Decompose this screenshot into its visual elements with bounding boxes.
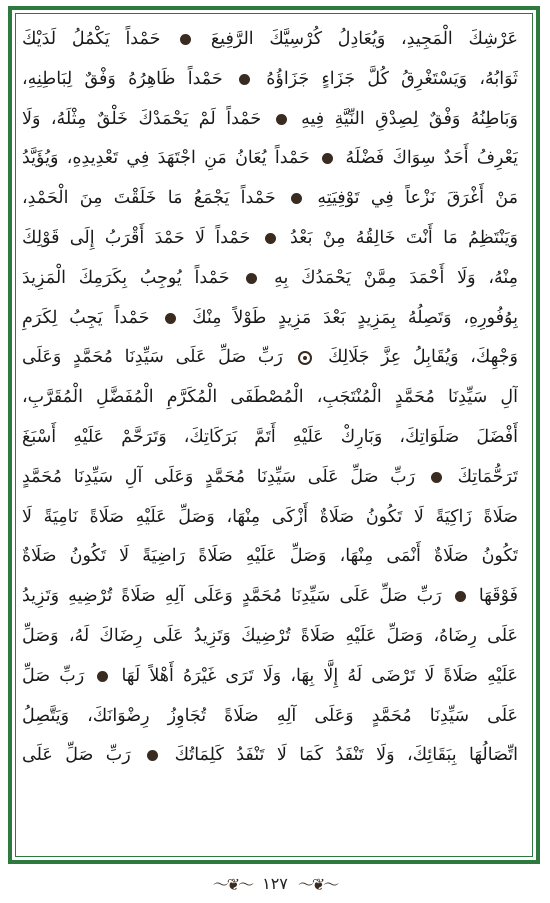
text-segment: عَلَى رِضَاهُ، وَصَلِّ عَلَيْهِ صَلَاةً تُرْضِيكَ وَتَزِيدُ عَلَى رِضَاكَ لَهُ، وَصَلِّ <box>22 625 518 646</box>
text-segment: اتِّصَالُهَا بِبَقَائِكَ، وَلَا تَنْفَدُ كَمَا لَا تَنْفَدُ كَلِمَاتُكَ <box>174 745 518 766</box>
text-segment: عَلَى سَيِّدِنَا مُحَمَّدٍ وَعَلَى آلِهِ صَلَاةً تُجَاوِزُ رِضْوَانَكَ، وَيَتَّصِلُ <box>22 705 518 726</box>
text-segment: صَلَاةً زَاكِيَةً لَا تَكُونُ صَلَاةٌ أَزْكَى مِنْهَا، وَصَلِّ عَلَيْهِ صَلَاةً نَامِيَةً لَا <box>22 506 518 527</box>
text-segment: حَمْداً يَكْمُلُ لَدَيْكَ <box>22 29 161 49</box>
text-block <box>22 20 518 776</box>
separator-dot-icon <box>180 34 191 45</box>
text-segment: وَبَاطِنُهُ وَفْقٌ لِصِدْقِ النِّيَّةِ فِيهِ <box>301 108 518 129</box>
text-line <box>22 100 518 140</box>
text-segment: مِنْهُ، وَلَا أَحْمَدَ مِمَّنْ يَحْمَدُكَ بِهِ <box>274 267 518 288</box>
text-segment: حَمْداً لَمْ يَحْمَدْكَ خَلْقٌ مِثْلَهُ، وَلَا <box>22 108 262 129</box>
text-segment: رَبِّ صَلِّ <box>22 665 85 686</box>
text-segment: ثَوَابُهُ، وَيَسْتَغْرِقُ كُلَّ جَزَاءٍ جَزَاؤُهُ <box>266 68 518 89</box>
text-line <box>22 418 518 458</box>
text-segment: رَبِّ صَلِّ عَلَى <box>22 745 131 766</box>
text-segment: فَوْقَهَا <box>478 586 518 607</box>
page-number: ١٢٧ <box>262 873 288 893</box>
text-segment: مَنْ أَغْرَقَ نَزْعاً فِي تَوْفِيَتِهِ <box>317 188 518 209</box>
text-line <box>22 617 518 657</box>
separator-dot-icon <box>246 273 257 284</box>
separator-dot-icon <box>322 153 333 164</box>
separator-dot-icon <box>291 193 302 204</box>
text-line <box>22 577 518 617</box>
page-footer <box>0 869 550 897</box>
text-segment: آلِ سَيِّدِنَا مُحَمَّدٍ الْمُنْتَجَبِ، الْمُصْطَفَى الْمُكَرَّمِ الْمُفَضَّلِ الْمُقَرَّبِ، <box>22 387 518 408</box>
text-line <box>22 378 518 418</box>
text-line <box>22 657 518 697</box>
text-segment: عَلَيْهِ صَلَاةً لَا تَرْضَى لَهُ إِلَّا بِهَا، وَلَا تَرَى غَيْرَهُ أَهْلاً لَهَا <box>121 665 518 686</box>
left-flourish-icon: 〜❦〜 <box>212 874 253 894</box>
separator-dot-icon <box>276 114 287 125</box>
separator-dot-icon <box>97 671 108 682</box>
separator-dot-icon <box>239 74 250 85</box>
text-line <box>22 299 518 339</box>
separator-dot-icon <box>265 233 276 244</box>
text-line <box>22 537 518 577</box>
separator-dot-icon <box>165 313 176 324</box>
text-line <box>22 458 518 498</box>
text-line <box>22 60 518 100</box>
text-segment: رَبِّ صَلِّ عَلَى سَيِّدِنَا مُحَمَّدٍ وَعَلَى آلِهِ صَلَاةً تُرْضِيهِ وَتَزِيدُ <box>22 586 442 607</box>
text-line <box>22 179 518 219</box>
text-line <box>22 697 518 737</box>
text-line <box>22 736 518 776</box>
text-segment: رَبِّ صَلِّ عَلَى سَيِّدِنَا مُحَمَّدٍ وَعَلَى آلِ سَيِّدِنَا مُحَمَّدٍ <box>22 466 416 487</box>
text-line <box>22 338 518 378</box>
text-segment: وَجْهِكَ، وَيُقَابِلُ عِزَّ جَلَالِكَ <box>328 347 518 368</box>
text-segment: حَمْداً يَجِبُ لِكَرَمِ <box>22 307 150 328</box>
text-line <box>22 20 518 60</box>
text-segment: حَمْداً لَا حَمْدَ أَقْرَبُ إِلَى قَوْلِكَ <box>22 227 251 248</box>
text-segment: وَيَنْتَظِمُ مَا أَنْتَ خَالِقُهُ مِنْ بَعْدُ <box>289 227 518 248</box>
text-segment: تَكُونُ صَلَاةٌ أَنْمَى مِنْهَا، وَصَلِّ عَلَيْهِ صَلَاةً رَاضِيَةً لَا تَكُونُ صَلَاةٌ <box>22 546 518 567</box>
text-segment: أَفْضَلَ صَلَوَاتِكَ، وَبَارِكْ عَلَيْهِ أَتَمَّ بَرَكَاتِكَ، وَتَرَحَّمْ عَلَيْهِ أَسْبَغَ <box>22 426 518 447</box>
text-segment: تَرَحُّمَاتِكَ <box>457 466 518 487</box>
text-line <box>22 219 518 259</box>
text-line <box>22 259 518 299</box>
text-segment: بِوُفُورِهِ، وَتَصِلُهُ بِمَزِيدٍ بَعْدَ مَزِيدٍ طَوْلاً مِنْكَ <box>192 307 518 328</box>
ornament-rosette-icon <box>298 351 312 365</box>
separator-dot-icon <box>431 472 442 483</box>
text-line <box>22 498 518 538</box>
separator-dot-icon <box>455 591 466 602</box>
separator-dot-icon <box>147 750 158 761</box>
text-segment: يَعْرِفُ أَحَدٌ سِوَاكَ فَضْلَهُ <box>345 148 518 169</box>
text-segment: رَبِّ صَلِّ عَلَى سَيِّدِنَا مُحَمَّدٍ وَعَلَى <box>22 347 283 368</box>
text-segment: حَمْداً يُعَانُ مَنِ اجْتَهَدَ فِي تَعْدِيدِهِ، وَيُؤَيَّدُ <box>22 148 310 169</box>
text-line <box>22 139 518 179</box>
text-segment: حَمْداً يُوجِبُ بِكَرَمِكَ الْمَزِيدَ <box>22 267 230 288</box>
right-flourish-icon: 〜❦〜 <box>297 874 338 894</box>
text-segment: عَرْشِكَ الْمَجِيدِ، وَيُعَادِلُ كُرْسِيَّكَ الرَّفِيعَ <box>210 29 518 49</box>
text-segment: حَمْداً يَجْمَعُ مَا خَلَقْتَ مِنَ الْحَمْدِ، <box>22 188 276 209</box>
text-segment: حَمْداً ظَاهِرُهُ وَفْقٌ لِبَاطِنِهِ، <box>22 68 223 89</box>
